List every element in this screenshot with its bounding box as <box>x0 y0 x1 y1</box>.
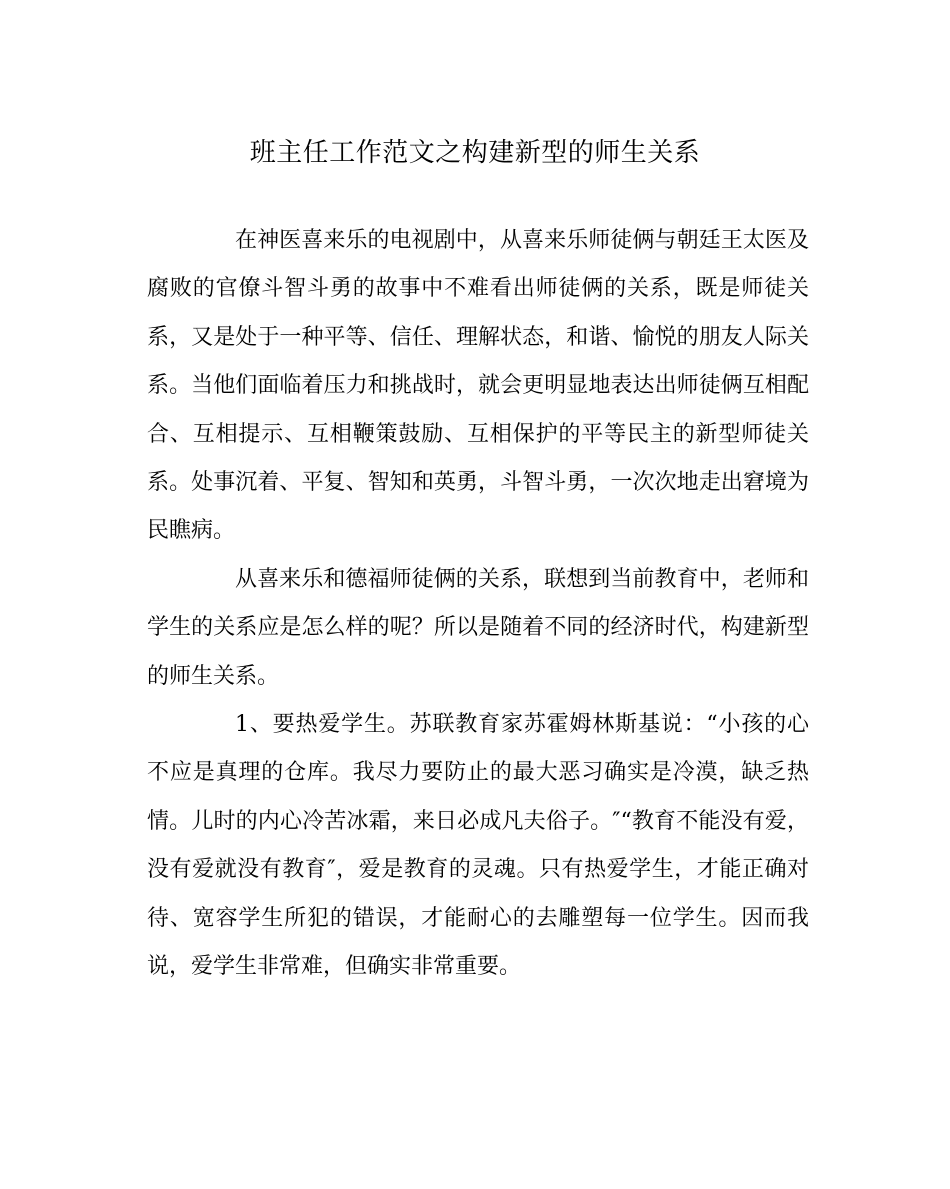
paragraph-reflection: 从喜来乐和德福师徒俩的关系，联想到当前教育中，老师和学生的关系应是怎么样的呢？所以是随着不同的经济时代，构建新型的师生关系。 <box>147 566 809 689</box>
document-title: 班主任工作范文之构建新型的师生关系 <box>249 138 701 168</box>
paragraph-point-1: 1、要热爱学生。苏联教育家苏霍姆林斯基说：“小孩的心不应是真理的仓库。我尽力要防止的最大恶习确实是冷漠，缺乏热情。儿时的内心冷苦冰霜，来日必成凡夫俗子。″“教育不能没有爱，没有爱就没有教育″，爱是教育的灵魂。只有热爱学生，才能正确对待、宽容学生所犯的错误，才能耐心的去雕塑每一位学生。因而我说，爱学生非常难，但确实非常重要。 <box>147 712 809 980</box>
document-body <box>147 217 809 992</box>
paragraph-intro: 在神医喜来乐的电视剧中，从喜来乐师徒俩与朝廷王太医及腐败的官僚斗智斗勇的故事中不难看出师徒俩的关系，既是师徒关系，又是处于一种平等、信任、理解状态，和谐、愉悦的朋友人际关系。当他们面临着压力和挑战时，就会更明显地表达出师徒俩互相配合、互相提示、互相鞭策鼓励、互相保护的平等民主的新型师徒关系。处事沉着、平复、智知和英勇，斗智斗勇，一次次地走出窘境为民瞧病。 <box>147 228 809 544</box>
